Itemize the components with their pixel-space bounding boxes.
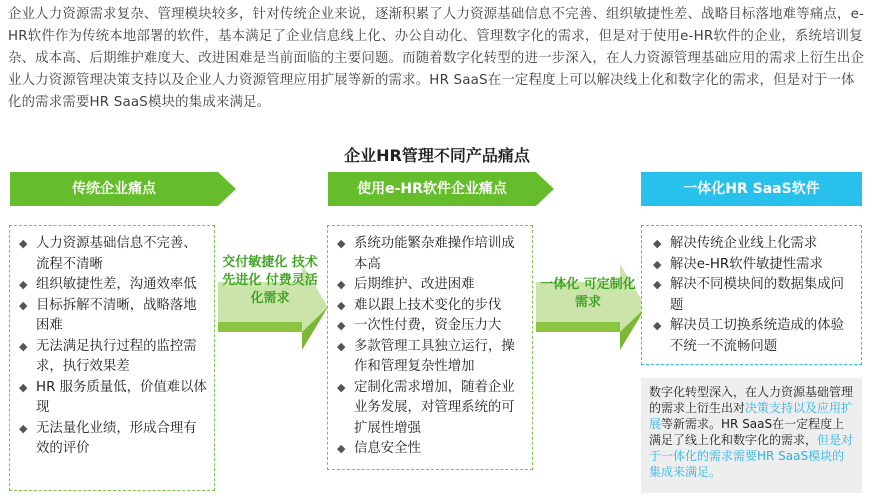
list-item: ◆ 解决员工切换系统造成的体验不统一不流畅问题 — [653, 318, 845, 354]
list-item: ◆ 定制化需求增加，随着企业业务发展，对管理系统的可扩展性增强 — [337, 379, 515, 436]
bullet-icon: ◆ — [19, 380, 28, 394]
box-ehr — [327, 225, 533, 470]
bullet-icon: ◆ — [653, 237, 662, 250]
arrow-2-label: 一体化 可定制化需求 — [540, 277, 636, 310]
box-traditional — [9, 225, 215, 491]
note-text: 等新需求。HR SaaS在一定程度上满足了线上化和数字化的需求， — [649, 417, 845, 447]
list-item: ◆ 人力资源基础信息不完善、流程不清晰 — [19, 236, 197, 272]
box-saas — [641, 225, 862, 365]
list-item: ◆ 系统功能繁杂难操作培训成本高 — [337, 236, 515, 272]
bullet-icon: ◆ — [337, 237, 346, 250]
note-highlight: 决策支持以及应用扩展 — [649, 401, 854, 431]
bullet-icon: ◆ — [653, 319, 662, 332]
list-item: ◆ 难以跟上技术变化的步伐 — [334, 296, 526, 317]
list-item: ◆ 一次性付费，资金压力大 — [334, 316, 526, 337]
list-item: ◆ 信息安全性 — [334, 439, 526, 460]
header-ehr-label: 使用e-HR软件企业痛点 — [357, 181, 507, 197]
header-saas — [641, 172, 862, 206]
bullet-icon: ◆ — [653, 257, 662, 271]
header-arrow-tail — [218, 172, 236, 206]
bullet-icon: ◆ — [19, 237, 28, 250]
diagram-title: 企业HR管理不同产品痛点 — [344, 146, 530, 165]
list-item: ◆ 后期维护、改进困难 — [334, 275, 526, 296]
header-arrow-tail — [536, 172, 554, 206]
list-item: ◆ 组织敏捷性差，沟通效率低 — [16, 275, 208, 296]
bullet-icon: ◆ — [337, 380, 346, 394]
intro-paragraph: 企业人力资源需求复杂、管理模块较多，针对传统企业来说，逐渐积累了人力资源基础信息不完善、组织敏捷性差、战略目标落地难等痛点，e-HR软件作为传统本地部署的软件，基本满足了企业信息线上化、办公自动化、管理数字化的需求，但是对于使用e-HR软件的企业，系统培训复杂、成本高、后期维护难度大、改进困难是当前面临的主要问题。而随着数字化转型的进一步深入，在人力资源管理基础应用的需求上衍生出企业人力资源管理决策支持以及企业人力资源管理应用扩展等新的需求。HR SaaS在一定程度上可以解决线上化和数字化的需求，但是对于一体化的需求需要HR SaaS模块的集成来满足。 — [8, 7, 865, 110]
list-item: ◆ 无法满足执行过程的监控需求，执行效果差 — [19, 338, 197, 374]
list-item: ◆ 多款管理工具独立运行，操作和管理复杂性增加 — [337, 338, 515, 374]
list-item: ◆ 目标拆解不清晰，战略落地困难 — [19, 297, 197, 333]
bullet-icon: ◆ — [337, 298, 346, 312]
header-saas-label: 一体化HR SaaS软件 — [683, 181, 820, 197]
bullet-icon: ◆ — [653, 278, 662, 291]
bullet-icon: ◆ — [337, 319, 346, 332]
bullet-icon: ◆ — [19, 339, 28, 353]
bullet-icon: ◆ — [337, 442, 346, 455]
note-highlight: 但是对于一体化的需求需要HR SaaS模块的集成来满足。 — [649, 433, 854, 479]
bullet-icon: ◆ — [19, 298, 28, 312]
list-item: ◆ 无法量化业绩，形成合理有效的评价 — [19, 420, 197, 456]
note-box — [641, 378, 862, 493]
list-item: ◆ 解决e-HR软件敏捷性需求 — [650, 255, 853, 276]
bullet-icon: ◆ — [19, 421, 28, 435]
header-traditional-label: 传统企业痛点 — [72, 181, 156, 197]
list-item: ◆ HR 服务质量低，价值难以体现 — [19, 379, 207, 415]
arrow-1-label: 交付敏捷化 技术先进化 付费灵活化需求 — [222, 255, 318, 306]
bullet-icon: ◆ — [19, 278, 28, 291]
header-traditional — [10, 172, 218, 206]
note-text: 数字化转型深入，在人力资源基础管理的需求上衍生出对 — [649, 385, 854, 415]
header-ehr — [328, 172, 536, 206]
list-item: ◆ 解决传统企业线上化需求 — [650, 234, 853, 255]
list-item: ◆ 解决不同模块间的数据集成问题 — [653, 277, 845, 313]
bullet-icon: ◆ — [337, 278, 346, 291]
bullet-icon: ◆ — [337, 339, 346, 353]
